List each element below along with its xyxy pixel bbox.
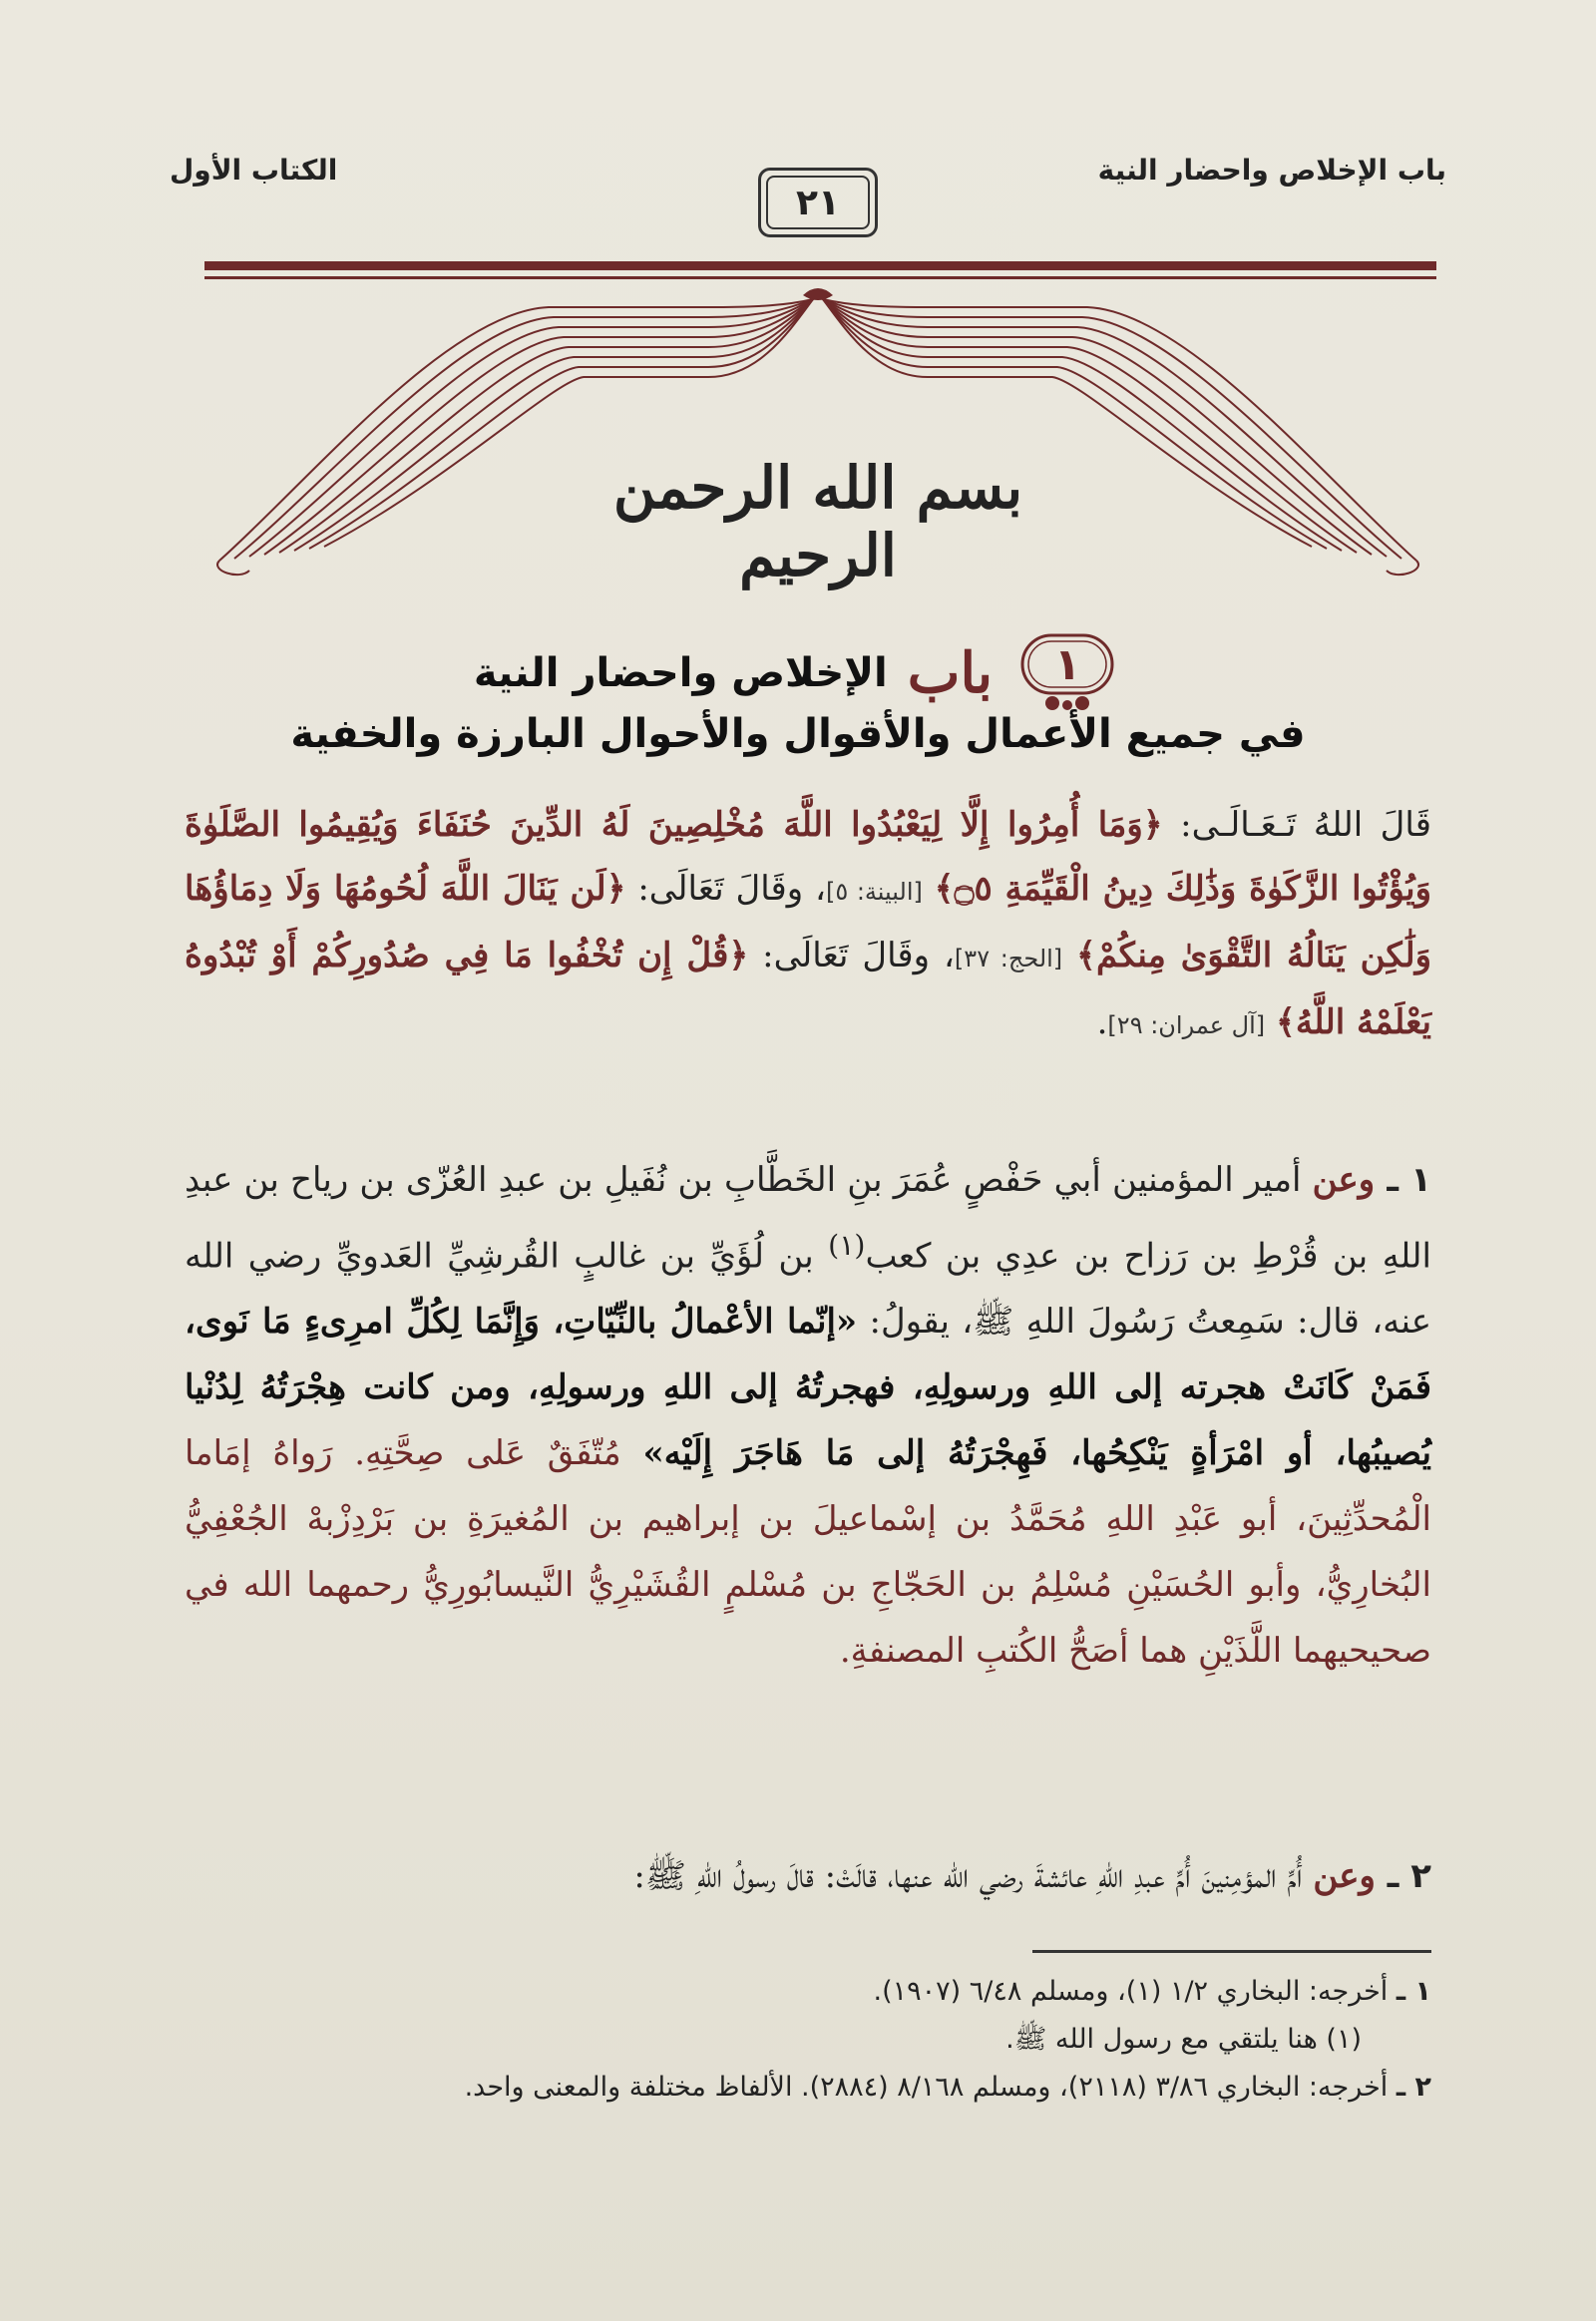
- page-number-frame: [758, 168, 878, 237]
- ornament-line: [217, 561, 249, 575]
- quran-end: .: [1096, 1002, 1108, 1042]
- quran-intro-3: ، وقَالَ تَعَالَى:: [748, 936, 955, 975]
- chapter-number-medallion: [1012, 633, 1122, 713]
- header-chapter-label: باب الإخلاص واحضار النية: [1097, 153, 1446, 187]
- quran-section: [185, 793, 1431, 1057]
- page-number: ٢١: [796, 182, 840, 223]
- hadith-1: [185, 1147, 1431, 1684]
- hadith-text: «إنّما الأعْمالُ بالنِّيّاتِ، وَإِنَّمَا لِكُلِّ امرِىءٍ مَا نَوى، فَمَنْ كَانَتْ هجرته إلى اللهِ ورسولِهِ، فهجرتُهُ إلى اللهِ ورسولِهِ، ومن كانت هِجْرَتُهُ لِدُنْيا يُصيبُها، أو امْرَأةٍ يَنْكِحُها، فَهِجْرَتُهُ إلى مَا هَاجَرَ إِلَيْه»: [185, 1302, 1431, 1474]
- header-rule-thick: [204, 261, 1436, 270]
- footnote-text: أخرجه: البخاري ٣/٨٦ (٢١١٨)، ومسلم ٨/١٦٨ (٢٨٨٤). الألفاظ مختلفة والمعنى واحد.: [464, 2072, 1396, 2103]
- hadith-number: ٢ ـ: [1375, 1856, 1431, 1896]
- verse-reference-1: [البينة: ٥]: [825, 878, 923, 906]
- footnote-2: [175, 2064, 1431, 2112]
- footnote-1: [175, 1968, 1431, 2016]
- ornament-center-flourish: [803, 288, 833, 300]
- footnote-number: ١ ـ: [1396, 1976, 1431, 2007]
- hadith-text: أُمِّ المؤمِنينَ أُمِّ عبدِ اللهِ عائشةَ رضي الله عنها، قالَتْ: قالَ رسولُ اللهِ ﷺ:: [633, 1856, 1314, 1896]
- quran-verse-1: ﴿وَمَا أُمِرُوا إِلَّا لِيَعْبُدُوا اللَّهَ مُخْلِصِينَ لَهُ الدِّينَ حُنَفَاءَ وَيُقِيمُوا الصَّلَوٰةَ وَيُؤْتُوا الزَّكَوٰةَ وَذَٰلِكَ دِينُ الْقَيِّمَةِ ۝٥﴾: [185, 805, 1431, 909]
- chapter-title-row: [299, 638, 1297, 708]
- chapter-subtitle: في جميع الأعمال والأقوال والأحوال البارزة والخفية: [290, 711, 1306, 757]
- verse-reference-2: [الحج: ٣٧]: [954, 945, 1063, 972]
- chapter-number: ١: [1053, 639, 1081, 690]
- hadith-takhrij: مُتّفَقٌ عَلى صِحَّتِهِ. رَواهُ إمَاما الْمُحدِّثِينَ، أبو عَبْدِ اللهِ مُحَمَّدُ بن إسْماعيلَ بن إبراهيم بن المُغيرَةِ بن بَرْدِزْبهْ الجُعْفِيُّ البُخارِيُّ، وأبو الحُسَيْنِ مُسْلِمُ بن الحَجّاجِ بن مُسْلمٍ القُشَيْرِيُّ النَّيسابُورِيُّ رحمهما الله في صحيحيهما اللَّذَيْنِ هما أصَحُّ الكُتبِ المصنفةِ.: [185, 1433, 1431, 1672]
- hadith-chain: أمير المؤمنين أبي حَفْصٍ عُمَرَ بنِ الخَطَّابِ بن نُفَيلِ بن عبدِ العُزّى بن رياح بن عبدِ اللهِ بن قُرْطِ بن رَزاح بن عدِي بن كعب: [185, 1160, 1431, 1277]
- quran-verse-3: ﴿قُلْ إِن تُخْفُوا مَا فِي صُدُورِكُمْ أَوْ تُبْدُوهُ يَعْلَمْهُ اللَّهُ﴾: [185, 936, 1431, 1042]
- basmala: بسم الله الرحمن الرحيم: [612, 454, 1023, 589]
- footnote-number: ٢ ـ: [1396, 2072, 1431, 2103]
- header-book-label: الكتاب الأول: [170, 153, 338, 187]
- footnote-text: أخرجه: البخاري ١/٢ (١)، ومسلم ٦/٤٨ (١٩٠٧).: [873, 1976, 1396, 2007]
- footnote-divider: [1032, 1950, 1431, 1953]
- hadith-opener: وعن: [1313, 1856, 1376, 1896]
- footnote-marker[interactable]: (١): [828, 1229, 866, 1262]
- hadith-chain-continued: بن لُؤَيِّ بن غالبٍ القُرشِيِّ العَدويِّ رضي الله عنه، قال: سَمِعتُ رَسُولَ اللهِ ﷺ، يقولُ:: [185, 1236, 1431, 1343]
- ornament-line: [1387, 561, 1418, 575]
- header-rule-thin: [204, 276, 1436, 279]
- chapter-bab-word: باب: [907, 640, 994, 706]
- quran-intro-2: ، وقَالَ تَعَالَى:: [625, 869, 826, 909]
- hadith-number: ١ ـ: [1375, 1160, 1431, 1200]
- footnote-1-sub: (١) هنا يلتقي مع رسول الله ﷺ.: [1005, 2024, 1362, 2055]
- quran-intro-1: قَالَ اللهُ تَـعَـالَـى:: [1162, 805, 1431, 845]
- hadith-opener: وعن: [1312, 1160, 1376, 1200]
- hadith-2: [185, 1843, 1431, 1909]
- quran-verse-2: ﴿لَن يَنَالَ اللَّهَ لُحُومُهَا وَلَا دِمَاؤُهَا وَلَٰكِن يَنَالُهُ التَّقْوَىٰ مِنكُمْ﴾: [185, 869, 1432, 975]
- chapter-title: الإخلاص واحضار النية: [473, 650, 888, 696]
- footnotes: [175, 1968, 1431, 2112]
- verse-reference-3: [آل عمران: ٢٩]: [1107, 1011, 1266, 1039]
